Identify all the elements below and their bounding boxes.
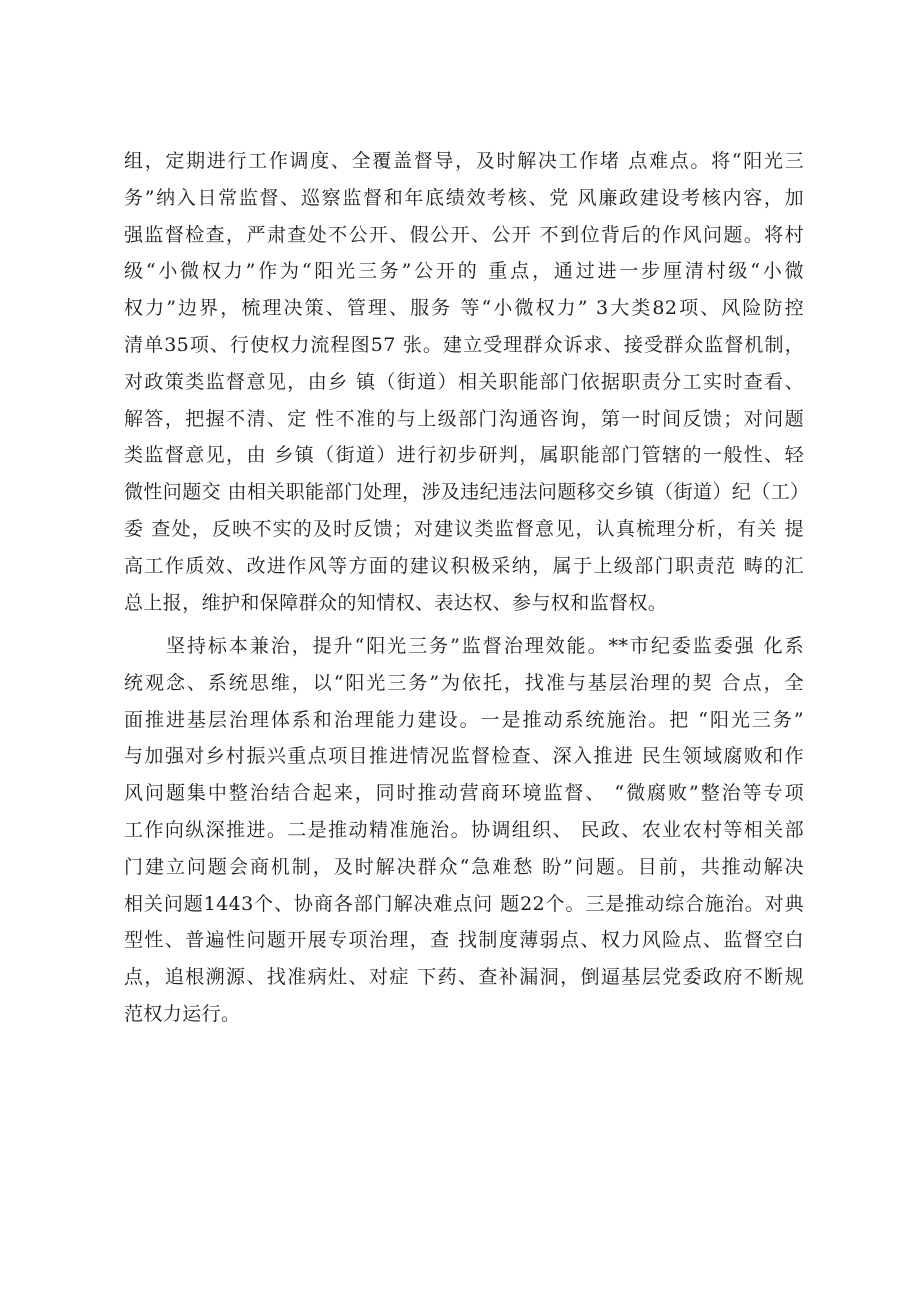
paragraph-line: 统观念、系统思维，以“阳光三务”为依托，找准与基层治理的契 合点，全 bbox=[124, 671, 804, 694]
paragraph-line: 微性问题交 由相关职能部门处理，涉及违纪违法问题移交乡镇（街道）纪（工） bbox=[124, 481, 810, 504]
paragraph-line: 与加强对乡村振兴重点项目推进情况监督检查、深入推进 民生领域腐败和作 bbox=[124, 745, 804, 768]
paragraph-line: 对政策类监督意见，由乡 镇（街道）相关职能部门依据职责分工实时查看、 bbox=[124, 370, 804, 393]
paragraph-line: 组，定期进行工作调度、全覆盖督导，及时解决工作堵 点难点。将“阳光三 bbox=[124, 150, 804, 172]
paragraph-line: 总上报，维护和保障群众的知情权、表达权、参与权和监督权。 bbox=[124, 591, 668, 614]
paragraph-line: 解答，把握不清、定 性不准的与上级部门沟通咨询，第一时间反馈；对问题 bbox=[124, 407, 804, 430]
paragraph-line: 工作向纵深推进。二是推动精准施治。协调组织、 民政、农业农村等相关部 bbox=[124, 818, 804, 841]
paragraph-line: 风问题集中整治结合起来，同时推动营商环境监督、 “微腐败”整治等专项 bbox=[124, 782, 804, 805]
paragraph-line: 清单35项、行使权力流程图57 张。建立受理群众诉求、接受群众监督机制， bbox=[124, 333, 804, 356]
paragraph-line: 门建立问题会商机制，及时解决群众“急难愁 盼”问题。目前，共推动解决 bbox=[124, 855, 804, 878]
paragraph-line: 高工作质效、改进作风等方面的建议积极采纳，属于上级部门职责范 畴的汇 bbox=[124, 554, 804, 577]
paragraph-line: 点，追根溯源、找准病灶、对症 下药、查补漏洞，倒逼基层党委政府不断规 bbox=[124, 966, 804, 989]
paragraph-line: 强监督检查，严肃查处不公开、假公开、公开 不到位背后的作风问题。将村 bbox=[124, 223, 804, 246]
paragraph-line: 坚持标本兼治，提升“阳光三务”监督治理效能。**市纪委监委强 化系 bbox=[166, 635, 804, 657]
paragraph-line: 权力”边界，梳理决策、管理、服务 等“小微权力” 3大类82项、风险防控 bbox=[124, 297, 804, 320]
paragraph-line: 级“小微权力”作为“阳光三务”公开的 重点，通过进一步厘清村级“小微 bbox=[124, 260, 804, 283]
paragraph-line: 型性、普遍性问题开展专项治理，查 找制度薄弱点、权力风险点、监督空白 bbox=[124, 929, 804, 952]
paragraph-line: 面推进基层治理体系和治理能力建设。一是推动系统施治。把 “阳光三务” bbox=[124, 708, 804, 731]
paragraph-1 bbox=[124, 143, 810, 621]
paragraph-2 bbox=[124, 628, 804, 1033]
paragraph-line: 相关问题1443个、协商各部门解决难点问 题22个。三是推动综合施治。对典 bbox=[124, 892, 804, 915]
paragraph-line: 务”纳入日常监督、巡察监督和年底绩效考核、党 风廉政建设考核内容，加 bbox=[124, 186, 804, 209]
paragraph-line: 类监督意见，由 乡镇（街道）进行初步研判，属职能部门管辖的一般性、轻 bbox=[124, 444, 804, 467]
paragraph-line: 委 查处，反映不实的及时反馈；对建议类监督意见，认真梳理分析，有关 提 bbox=[124, 517, 804, 540]
paragraph-line: 范权力运行。 bbox=[124, 1002, 241, 1025]
